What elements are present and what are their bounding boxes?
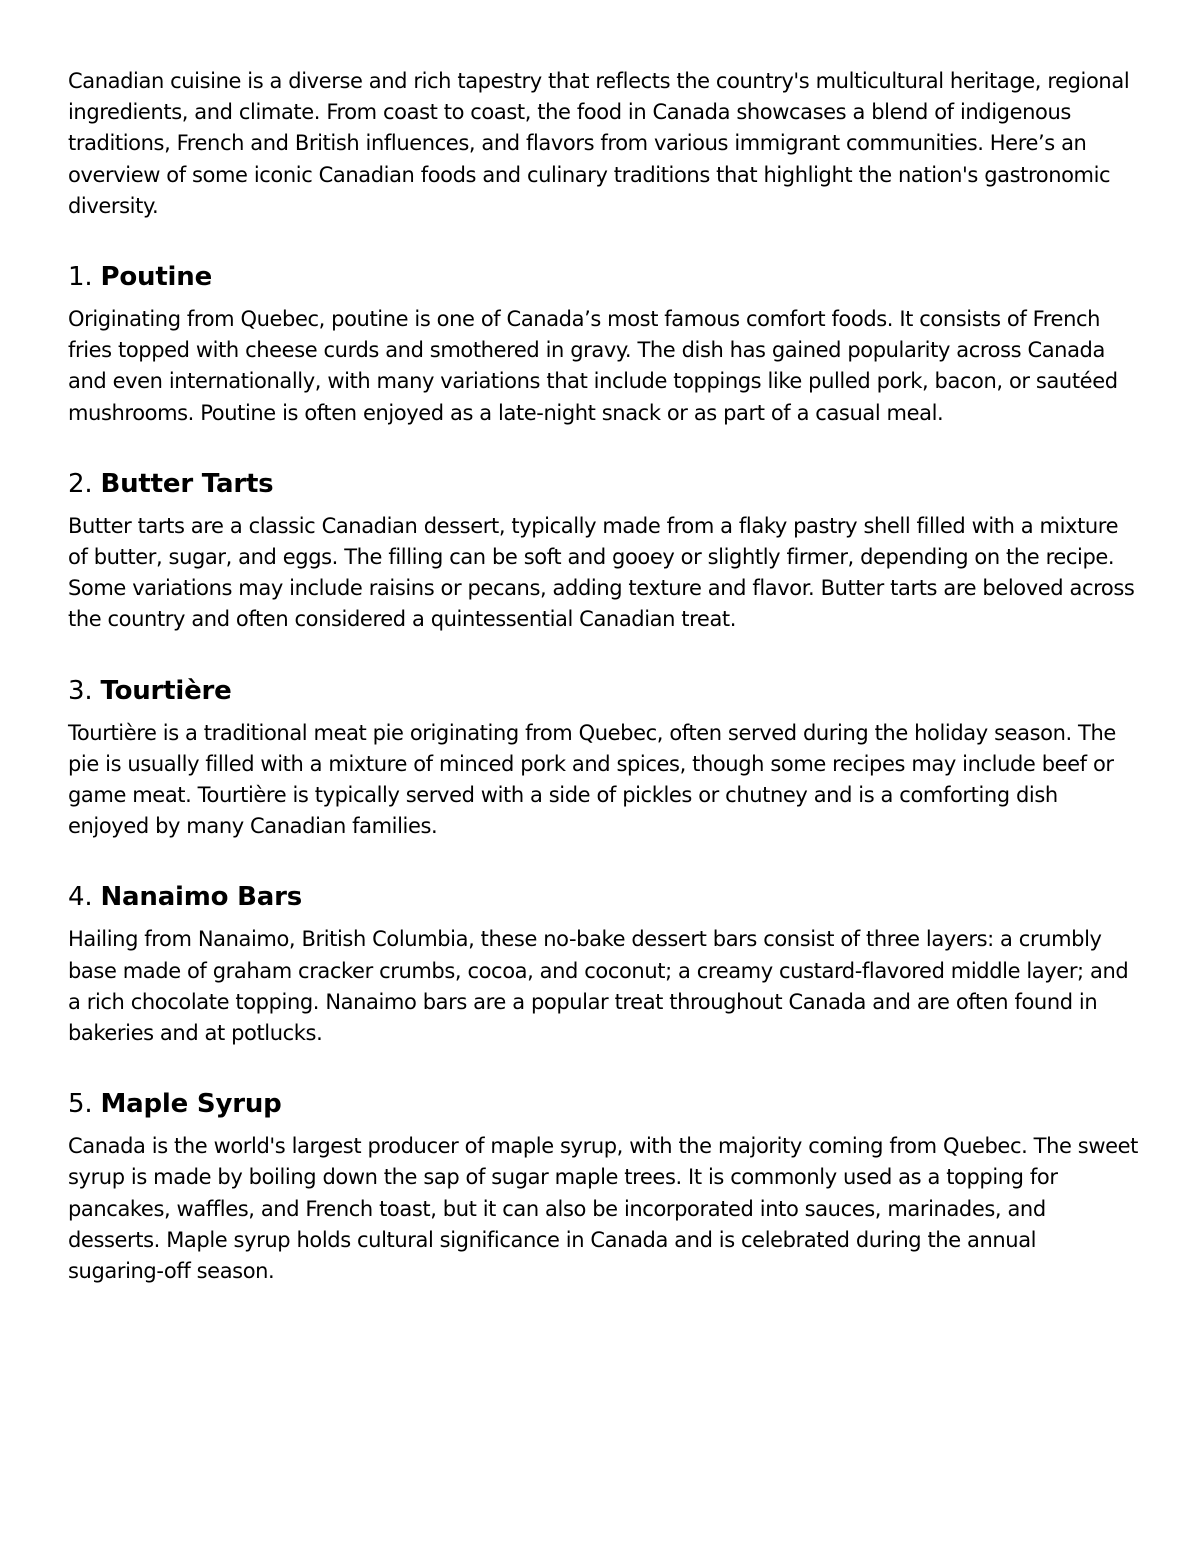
section-maple-syrup: [68, 1087, 1138, 1287]
section-number: 4.: [68, 882, 93, 913]
section-title: Butter Tarts: [100, 468, 274, 499]
section-tourtiere: [68, 674, 1138, 843]
section-number: 5.: [68, 1089, 93, 1120]
section-title: Poutine: [100, 262, 213, 293]
section-number: 1.: [68, 262, 93, 293]
section-heading: [68, 260, 1138, 294]
document-page: [68, 66, 1138, 1287]
section-body: Hailing from Nanaimo, British Columbia, these no-bake dessert bars consist of three layers: a crumbly base made of graham cracker crumbs, cocoa, and coconut; a creamy custard-flavored middle layer; and a rich chocolate topping. Nanaimo bars are a popular treat throughout Canada and are often found in bakeries and at potlucks.: [68, 927, 1129, 1046]
section-body: Tourtière is a traditional meat pie originating from Quebec, often served during the holiday season. The pie is usually filled with a mixture of minced pork and spices, though some recipes may include beef or game meat. Tourtière is typically served with a side of pickles or chutney and is a comforting dish enjoyed by many Canadian families.: [68, 720, 1116, 839]
section-heading: [68, 880, 1138, 914]
intro-paragraph: Canadian cuisine is a diverse and rich tapestry that reflects the country's multicultural heritage, regional ingredients, and climate. From coast to coast, the food in Canada showcases a blend of indigenous traditions, French and British influences, and flavors from various immigrant communities. Here’s an overview of some iconic Canadian foods and culinary traditions that highlight the nation's gastronomic diversity.: [68, 69, 1130, 218]
section-heading: [68, 1087, 1138, 1121]
section-number: 2.: [68, 468, 93, 499]
section-body: Canada is the world's largest producer of maple syrup, with the majority coming from Quebec. The sweet syrup is made by boiling down the sap of sugar maple trees. It is commonly used as a topping for pancakes, waffles, and French toast, but it can also be incorporated into sauces, marinades, and desserts. Maple syrup holds cultural significance in Canada and is celebrated during the annual sugaring-off season.: [68, 1134, 1138, 1284]
section-butter-tarts: [68, 467, 1138, 636]
section-title: Maple Syrup: [100, 1089, 282, 1120]
section-body: Butter tarts are a classic Canadian dessert, typically made from a flaky pastry shell filled with a mixture of butter, sugar, and eggs. The filling can be soft and gooey or slightly firmer, depending on the recipe. Some variations may include raisins or pecans, adding texture and flavor. Butter tarts are beloved across the country and often considered a quintessential Canadian treat.: [68, 513, 1135, 632]
section-heading: [68, 674, 1138, 708]
section-poutine: [68, 260, 1138, 429]
section-heading: [68, 467, 1138, 501]
section-nanaimo-bars: [68, 880, 1138, 1049]
section-title: Tourtière: [100, 675, 232, 706]
section-number: 3.: [68, 675, 93, 706]
section-body: Originating from Quebec, poutine is one of Canada’s most famous comfort foods. It consists of French fries topped with cheese curds and smothered in gravy. The dish has gained popularity across Canada and even internationally, with many variations that include toppings like pulled pork, bacon, or sautéed mushrooms. Poutine is often enjoyed as a late-night snack or as part of a casual meal.: [68, 307, 1118, 425]
section-title: Nanaimo Bars: [100, 882, 303, 913]
